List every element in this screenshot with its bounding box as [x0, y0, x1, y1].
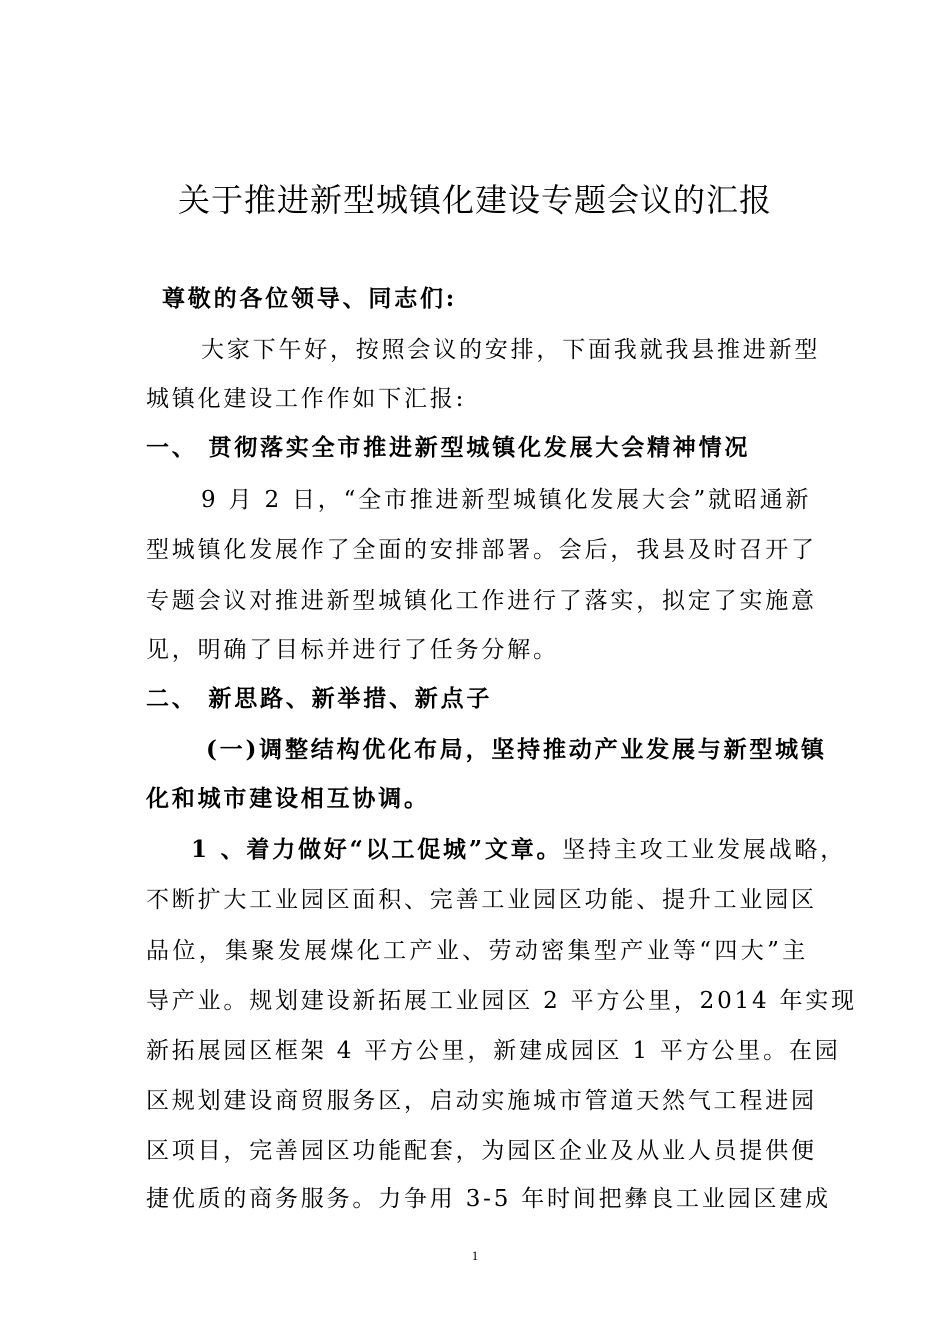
- intro-line-2: 城镇化建设工作作如下汇报:: [146, 386, 467, 412]
- item-1-line-2: 品位，集聚发展煤化工产业、劳动密集型产业等“四大”主: [146, 938, 808, 964]
- item-1-first-line: [146, 824, 847, 876]
- item-1-line-4: 新拓展园区框架 4 平方公里，新建成园区 1 平方公里。在园: [146, 1038, 841, 1064]
- item-1-line-1: 不断扩大工业园区面积、完善工业园区功能、提升工业园区: [146, 887, 817, 913]
- section-2-subheading-line-1: (一)调整结构优化布局，坚持推动产业发展与新型城镇: [206, 736, 827, 763]
- section-1-line-4: 见，明确了目标并进行了任务分解。: [146, 637, 559, 663]
- section-1-heading: 一、 贯彻落实全市推进新型城镇化发展大会精神情况: [146, 434, 751, 461]
- item-1-line-5: 区规划建设商贸服务区，启动实施城市管道天然气工程进园: [146, 1088, 817, 1114]
- section-1-line-2: 型城镇化发展作了全面的安排部署。会后，我县及时召开了: [146, 537, 817, 563]
- item-1-first-rest: 坚持主攻工业发展战略，: [562, 837, 847, 863]
- item-1-line-6: 区项目，完善园区功能配套，为园区企业及从业人员提供便: [146, 1138, 817, 1164]
- section-1-line-3: 专题会议对推进新型城镇化工作进行了落实，拟定了实施意: [146, 588, 817, 614]
- section-2-subheading-line-2: 化和城市建设相互协调。: [146, 785, 430, 812]
- item-1-line-3: 导产业。规划建设新拓展工业园区 2 平方公里，2014 年实现: [146, 988, 857, 1014]
- item-1-lead: 1 、着力做好“以工促城”文章。: [191, 836, 563, 863]
- section-1-line-1: 9 月 2 日，“全市推进新型城镇化发展大会”就昭通新: [201, 487, 812, 513]
- item-1-line-7: 捷优质的商务服务。力争用 3-5 年时间把彝良工业园区建成: [146, 1186, 831, 1212]
- document-title: 关于推进新型城镇化建设专题会议的汇报: [177, 181, 772, 219]
- page-number: 1: [471, 1248, 479, 1263]
- salutation: 尊敬的各位领导、同志们:: [162, 285, 458, 312]
- section-2-heading: 二、 新思路、新举措、新点子: [146, 685, 493, 712]
- intro-line-1: 大家下午好，按照会议的安排，下面我就我县推进新型: [201, 337, 821, 363]
